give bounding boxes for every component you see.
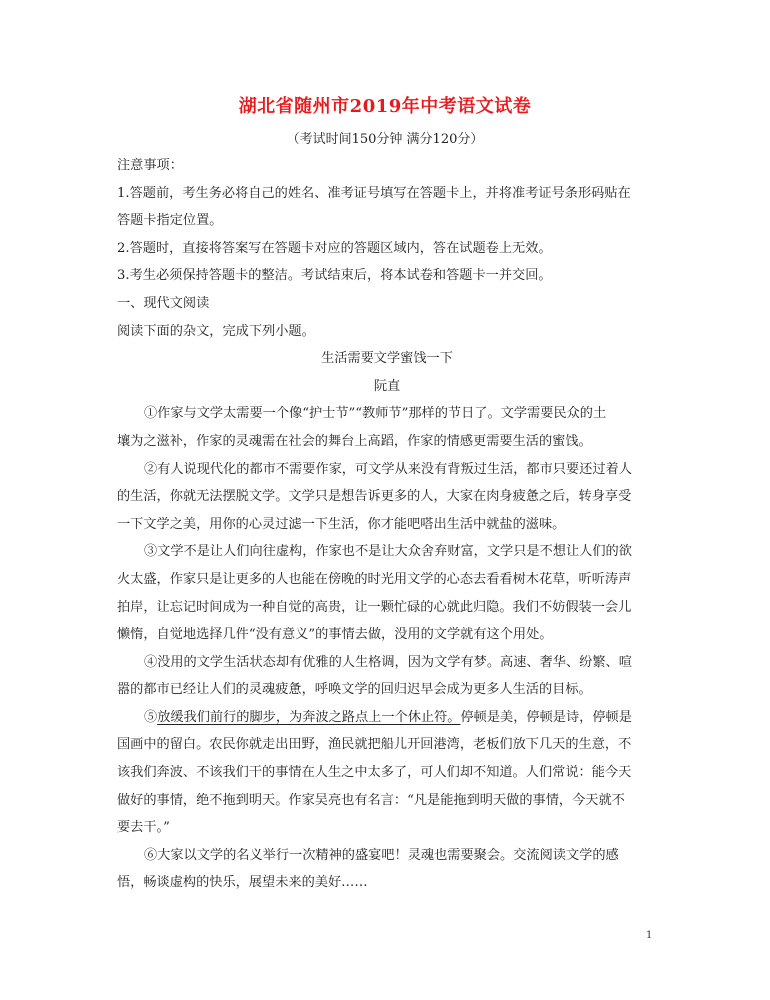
paragraph-5-line-2: 国画中的留白。农民你就走出田野，渔民就把船儿开回港湾，老板们放下几天的生意，不 (117, 737, 632, 753)
paragraph-1-line-2: 壤为之滋补，作家的灵魂需在社会的舞台上高蹈，作家的情感更需要生活的蜜饯。 (117, 433, 592, 449)
section-heading: 一、现代文阅读 (117, 295, 210, 311)
notice-item-1-line-1: 1.答题前，考生务必将自己的姓名、准考证号填写在答题卡上，并将准考证号条形码贴在 (117, 185, 631, 201)
notice-item-3: 3.考生必须保持答题卡的整洁。考试结束后，将本试卷和答题卡一并交回。 (117, 268, 552, 284)
paragraph-6-line-2: 悟，畅谈虚构的快乐，展望未来的美好…… (117, 875, 368, 891)
paragraph-6-line-1: ⑥大家以文学的名义举行一次精神的盛宴吧！灵魂也需要聚会。交流阅读文学的感 (144, 847, 619, 863)
paragraph-5-line-3: 该我们奔波、不该我们干的事情在人生之中太多了，可人们却不知道。人们常说：能今天 (117, 765, 632, 781)
paragraph-5-line-1 (117, 704, 657, 732)
exam-subtitle: （考试时间150分钟 满分120分） (286, 132, 484, 147)
notice-item-1-line-2: 答题卡指定位置。 (117, 213, 223, 229)
paragraph-3-line-4: 懒惰，自觉地选择几件“没有意义”的事情去做，没用的文学就有这个用处。 (117, 627, 553, 643)
underlined-sentence: 放缓我们前行的脚步，为奔波之路点上一个休止符。 (157, 709, 461, 725)
paragraph-2-line-2: 的生活，你就无法摆脱文学。文学只是想告诉更多的人，大家在肉身疲惫之后，转身享受 (117, 489, 632, 505)
exam-title: 湖北省随州市2019年中考语文试卷 (238, 96, 532, 117)
paragraph-3-line-3: 拍岸，让忘记时间成为一种自觉的高贵，让一颗忙碌的心就此归隐。我们不妨假装一会儿 (117, 599, 632, 615)
paragraph-3-line-1: ③文学不是让人们向往虚构，作家也不是让大众舍弃财富，文学只是不想让人们的欲 (144, 544, 632, 560)
paragraph-4-line-1: ④没用的文学生活状态却有优雅的人生格调，因为文学有梦。高速、奢华、纷繁、喧 (144, 654, 632, 670)
paragraph-5-line-5: 要去干。” (117, 820, 170, 836)
paragraph-2-line-3: 一下文学之美，用你的心灵过滤一下生活，你才能吧嗒出生活中就盐的滋味。 (117, 516, 566, 532)
paragraph-2-line-1: ②有人说现代化的都市不需要作家，可文学从来没有背叛过生活，都市只要还过着人 (144, 461, 632, 477)
exam-body (117, 152, 657, 897)
notice-heading: 注意事项： (117, 158, 183, 173)
page-number: 1 (646, 930, 653, 941)
paragraph-5-line-4: 做好的事情，绝不拖到明天。作家吴亮也有名言：“凡是能拖到明天做的事情，今天就不 (117, 792, 625, 808)
paragraph-5-line-1-rest: 停顿是美，停顿是诗，停顿是 (460, 709, 632, 725)
reading-instruction: 阅读下面的杂文，完成下列小题。 (117, 323, 315, 339)
article-title: 生活需要文学蜜饯一下 (321, 351, 453, 367)
notice-item-2: 2.答题时，直接将答案写在答题卡对应的答题区域内，答在试题卷上无效。 (117, 240, 552, 256)
paragraph-5-number: ⑤ (144, 709, 158, 725)
article-author: 阮直 (373, 378, 401, 394)
paragraph-3-line-2: 火太盛，作家只是让更多的人也能在傍晚的时光用文学的心态去看看树木花草，听听涛声 (117, 571, 632, 587)
paragraph-4-line-2: 嚣的都市已经让人们的灵魂疲惫，呼唤文学的回归迟早会成为更多人生活的目标。 (117, 682, 592, 698)
paragraph-1-line-1: ①作家与文学太需要一个像“护士节”“教师节”那样的节日了。文学需要民众的土 (144, 406, 607, 422)
